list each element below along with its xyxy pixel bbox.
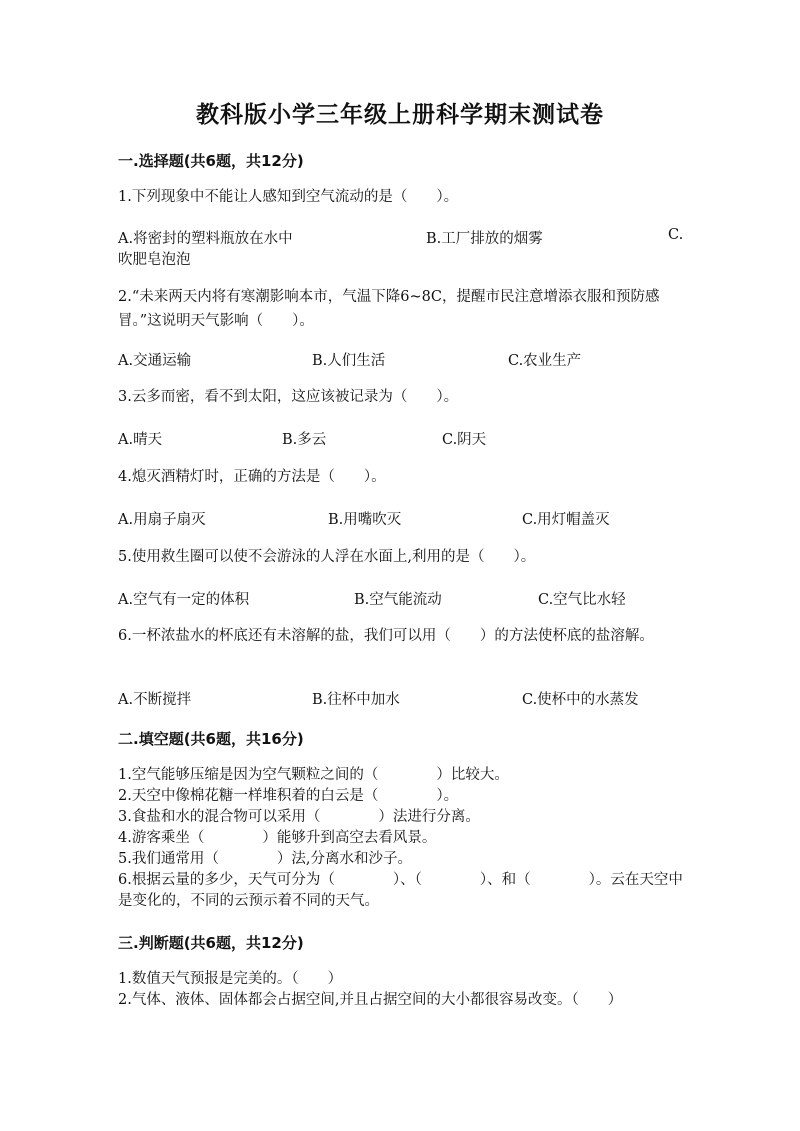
- option-a: A.空气有一定的体积: [118, 592, 250, 608]
- option-b: B.多云: [282, 432, 327, 448]
- judge-item: 2.气体、液体、固体都会占据空间,并且占据空间的大小都很容易改变。（ ）: [118, 992, 623, 1008]
- question-stem: 1.下列现象中不能让人感知到空气流动的是（ ）。: [118, 189, 459, 205]
- fill-item: 4.游客乘坐（ ）能够升到高空去看风景。: [118, 830, 437, 846]
- option-a: A.用扇子扇灭: [118, 512, 206, 528]
- question-stem: 6.一杯浓盐水的杯底还有未溶解的盐，我们可以用（ ）的方法使杯底的盐溶解。: [118, 628, 654, 644]
- option-c: C.: [668, 227, 684, 243]
- fill-item: 3.食盐和水的混合物可以采用（ ）法进行分离。: [118, 809, 480, 825]
- option-a: A.将密封的塑料瓶放在水中: [118, 231, 293, 247]
- option-a: A.晴天: [118, 432, 163, 448]
- question-stem: 2.“未来两天内将有寒潮影响本市，气温下降6~8C，提醒市民注意增添衣服和预防感冒。”这说明天气影响（ ）。: [118, 289, 660, 329]
- option-b: B.工厂排放的烟雾: [426, 231, 543, 247]
- option-c: C.阴天: [442, 432, 487, 448]
- question-stem: 5.使用救生圈可以使不会游泳的人浮在水面上,利用的是（ ）。: [118, 549, 536, 565]
- question-stem: 4.熄灭酒精灯时，正确的方法是（ ）。: [118, 469, 386, 485]
- option-c: C.使杯中的水蒸发: [522, 692, 639, 708]
- option-a: A.交通运输: [118, 353, 192, 369]
- section-heading-choice: 一.选择题(共6题，共12分): [118, 152, 304, 170]
- fill-item: 6.根据云量的多少，天气可分为（ ）、（ ）、和（ ）。云在天空中是变化的，不同的云预示着不同的天气。: [118, 872, 683, 909]
- judge-item: 1.数值天气预报是完美的。（ ）: [118, 971, 343, 987]
- question-stem: 3.云多而密，看不到太阳，这应该被记录为（ ）。: [118, 389, 459, 405]
- section-heading-judge: 三.判断题(共6题，共12分): [118, 934, 304, 952]
- option-b: B.往杯中加水: [312, 692, 400, 708]
- option-b: B.空气能流动: [354, 592, 442, 608]
- fill-item: 2.天空中像棉花糖一样堆积着的白云是（ ）。: [118, 788, 459, 804]
- section-heading-fill: 二.填空题(共6题，共16分): [118, 730, 304, 748]
- page-title: 教科版小学三年级上册科学期末测试卷: [196, 101, 604, 128]
- option-c: C.用灯帽盖灭: [522, 512, 610, 528]
- option-b: B.人们生活: [312, 353, 386, 369]
- option-c: C.空气比水轻: [538, 592, 626, 608]
- option-c-text: 吹肥皂泡泡: [118, 252, 191, 268]
- option-c: C.农业生产: [508, 353, 582, 369]
- fill-item: 5.我们通常用（ ）法,分离水和沙子。: [118, 851, 412, 867]
- fill-item: 1.空气能够压缩是因为空气颗粒之间的（ ）比较大。: [118, 767, 509, 783]
- option-a: A.不断搅拌: [118, 692, 192, 708]
- option-b: B.用嘴吹灭: [328, 512, 402, 528]
